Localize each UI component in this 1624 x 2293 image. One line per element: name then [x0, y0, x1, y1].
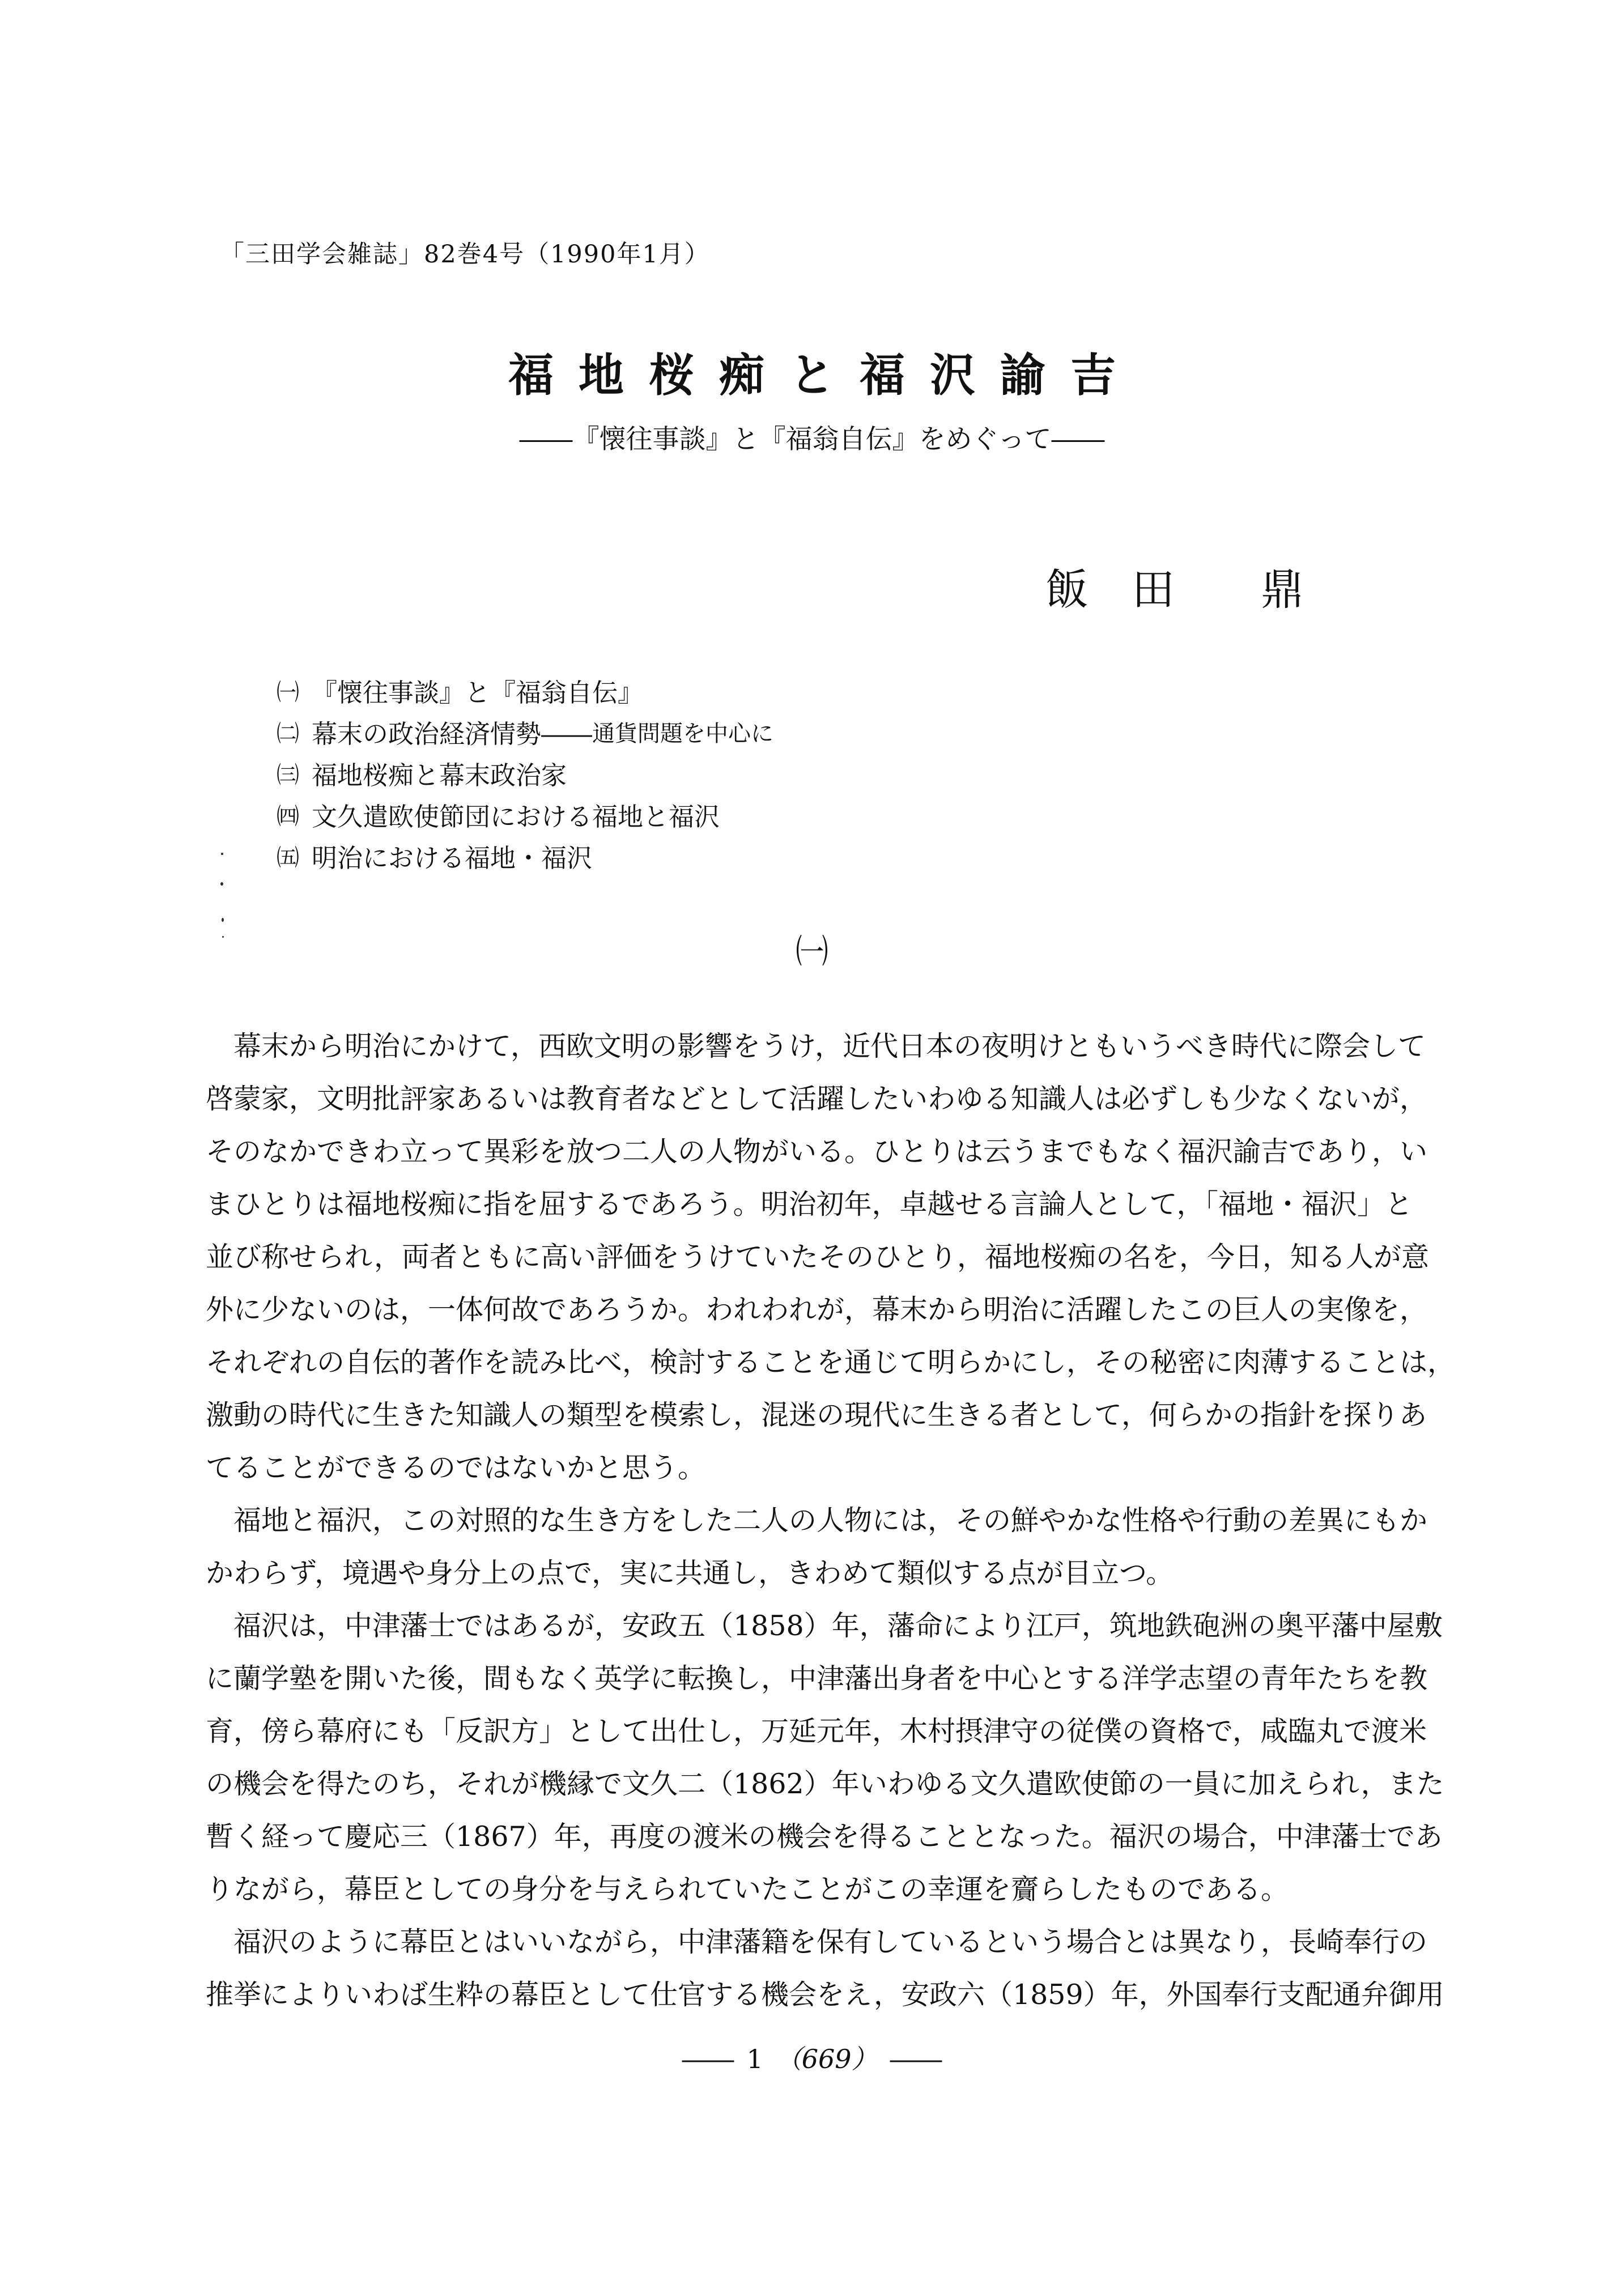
toc-marker: ㈠	[277, 679, 299, 705]
paper-title-text: 福地桜痴と福沢諭吉	[508, 348, 1141, 402]
text-line: 推挙によりいわば生粋の幕臣として仕官する機会をえ，安政六（1859）年，外国奉行支配通弁御用	[206, 1979, 1444, 2011]
author-name: 飯 田 鼎	[1045, 564, 1304, 615]
text-line: 福沢のように幕臣とはいいながら，中津藩籍を保有しているという場合とは異なり，長崎奉行の	[233, 1926, 1428, 1958]
text-line: に蘭学塾を開いた後，間もなく英学に転換し，中津藩出身者を中心とする洋学志望の青年たちを教	[206, 1662, 1428, 1695]
toc-item	[277, 752, 773, 794]
page-footer	[0, 2039, 1624, 2076]
scan-artifact	[222, 918, 224, 922]
section-heading: ㈠	[795, 932, 828, 971]
page-number: 1	[746, 2044, 763, 2074]
text-line: の機会を得たのち，それが機縁で文久二（1862）年いわゆる文久遣欧使節の一員に加えられ，また	[206, 1768, 1444, 1800]
scan-artifact	[220, 882, 223, 886]
text-line: りながら，幕臣としての身分を与えられていたことがこの幸運を齎らしたものである。	[206, 1873, 1289, 1905]
text-line: 外に少ないのは，一体何故であろうか。われわれが，幕末から明治に活躍したこの巨人の実像を，	[206, 1294, 1428, 1326]
toc-item	[277, 794, 773, 835]
toc-item-subtext: 通貨問題を中心に	[592, 721, 774, 747]
toc-item-text: 『懐往事談』と『福翁自伝』	[312, 678, 644, 708]
paper-subtitle: ――『懐往事談』と『福翁自伝』をめぐって――	[519, 424, 1105, 455]
scan-artifact	[221, 853, 223, 855]
text-line: そのなかできわ立って異彩を放つ二人の人物がいる。ひとりは云うまでもなく福沢諭吉であり，い	[206, 1135, 1428, 1168]
journal-header: 「三田学会雑誌」82巻4号（1990年1月）	[220, 240, 710, 269]
text-line: 幕末から明治にかけて，西欧文明の影響をうけ，近代日本の夜明けともいうべき時代に際会して	[233, 1030, 1426, 1062]
toc-item	[277, 711, 773, 752]
toc-marker: ㈢	[277, 762, 299, 788]
footer-dash-left: ――	[682, 2044, 734, 2074]
toc-marker: ㈡	[277, 721, 299, 747]
text-line: 並び称せられ，両者ともに高い評価をうけていたそのひとり，福地桜痴の名を，今日，知る人が意	[206, 1241, 1429, 1273]
toc	[277, 670, 773, 877]
paper-title	[0, 339, 1624, 404]
text-line: それぞれの自伝的著作を読み比べ，検討することを通じて明らかにし，その秘密に肉薄することは，	[206, 1346, 1456, 1379]
toc-marker: ㈤	[277, 845, 299, 871]
toc-item-text: 幕末の政治経済情勢――	[312, 719, 593, 749]
text-line: 福沢は，中津藩士ではあるが，安政五（1858）年，藩命により江戸，筑地鉄砲洲の奥平藩中屋敷	[233, 1610, 1443, 1642]
volume-page-number: （669）	[775, 2044, 878, 2074]
body-text	[206, 1020, 1456, 2021]
text-line: 育，傍ら幕府にも「反訳方」として出仕し，万延元年，木村摂津守の従僕の資格で，咸臨丸で渡米	[206, 1715, 1427, 1747]
toc-item-text: 明治における福地・福沢	[312, 843, 593, 873]
scan-artifact	[222, 936, 224, 938]
text-line: 激動の時代に生きた知識人の類型を模索し，混迷の現代に生きる者として，何らかの指針を探りあ	[206, 1399, 1427, 1431]
toc-item-text: 福地桜痴と幕末政治家	[312, 760, 567, 790]
toc-item	[277, 835, 773, 877]
text-line: 暫く経って慶応三（1867）年，再度の渡米の機会を得ることとなった。福沢の場合，中津藩士であ	[206, 1820, 1443, 1853]
text-line: まひとりは福地桜痴に指を屈するであろう。明治初年，卓越せる言論人として，「福地・福沢」と	[206, 1188, 1413, 1220]
footer-dash-right: ――	[890, 2044, 942, 2074]
toc-item	[277, 670, 773, 711]
text-line: てることができるのではないかと思う。	[206, 1452, 706, 1484]
text-line: 福地と福沢，この対照的な生き方をした二人の人物には，その鮮やかな性格や行動の差異にもか	[233, 1504, 1428, 1537]
toc-marker: ㈣	[277, 803, 299, 829]
toc-item-text: 文久遣欧使節団における福地と福沢	[312, 802, 720, 832]
text-line: 啓蒙家，文明批評家あるいは教育者などとして活躍したいわゆる知識人は必ずしも少なくないが，	[206, 1083, 1428, 1115]
text-line: かわらず，境遇や身分上の点で，実に共通し，きわめて類似する点が目立つ。	[206, 1557, 1174, 1589]
